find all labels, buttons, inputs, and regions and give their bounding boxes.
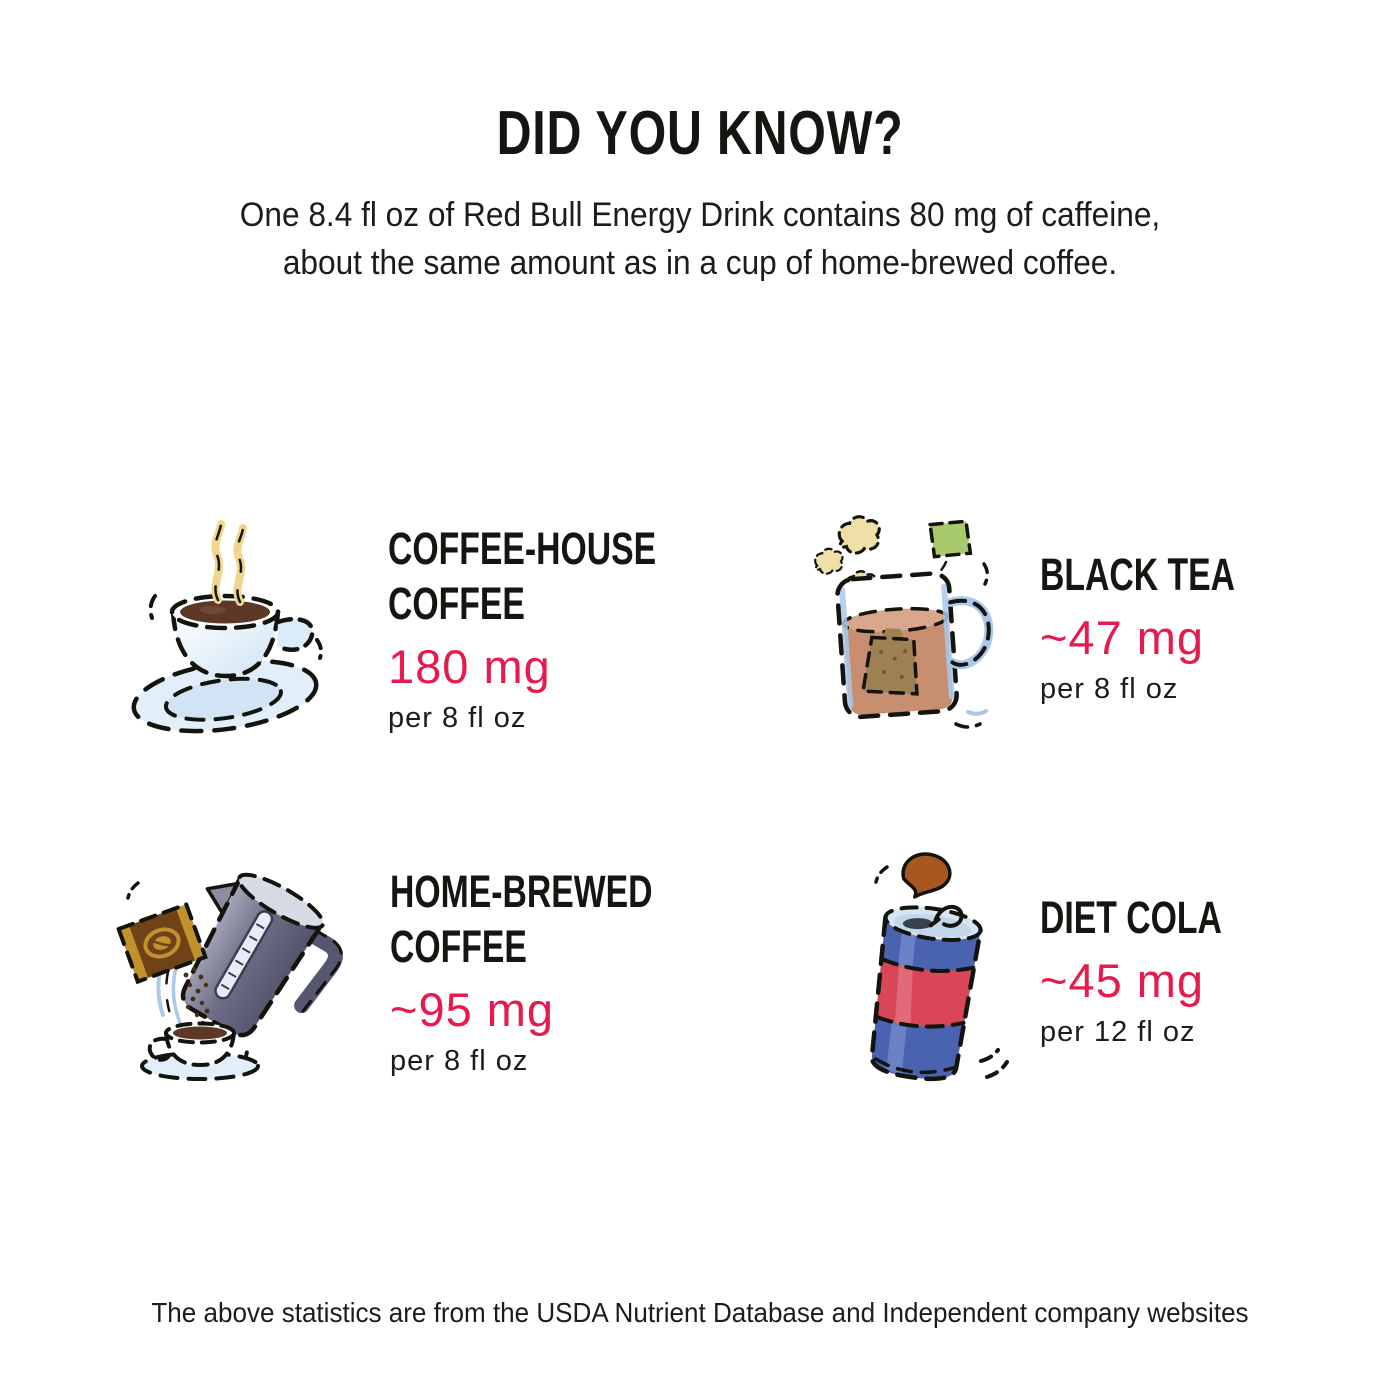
item-name: DIET COLA [1040,892,1222,943]
item-coffee-house-coffee [125,500,746,735]
item-diet-cola [835,845,1283,1095]
subtitle-line-1: One 8.4 fl oz of Red Bull Energy Drink contains 80 mg of caffeine, [239,196,1161,234]
item-serving-size: per 12 fl oz [1040,1015,1196,1048]
footer-note: The above statistics are from the USDA Nutrient Database and Independent company websites [151,1297,1249,1328]
item-amount: ~95 mg [390,982,555,1036]
kettle-icon [100,845,335,1080]
item-amount: 180 mg [388,639,551,693]
item-black-tea [800,498,1300,738]
item-amount: ~45 mg [1040,953,1205,1007]
item-name: BLACK TEA [1040,549,1235,600]
item-serving-size: per 8 fl oz [1040,672,1179,705]
item-name: HOME-BREWED COFFEE [390,866,653,972]
page-title: DID YOU KNOW? [496,99,904,168]
item-serving-size: per 8 fl oz [390,1044,529,1077]
subtitle [49,192,1351,287]
coffee-cup-icon [125,500,330,735]
item-amount: ~47 mg [1040,610,1205,664]
item-serving-size: per 8 fl oz [388,701,527,734]
subtitle-line-2: about the same amount as in a cup of home-brewed coffee. [282,243,1118,282]
cola-can-icon [835,845,1010,1095]
tea-mug-icon [800,498,1005,738]
item-home-brewed-coffee [100,845,740,1080]
item-name: COFFEE-HOUSE COFFEE [388,523,657,629]
